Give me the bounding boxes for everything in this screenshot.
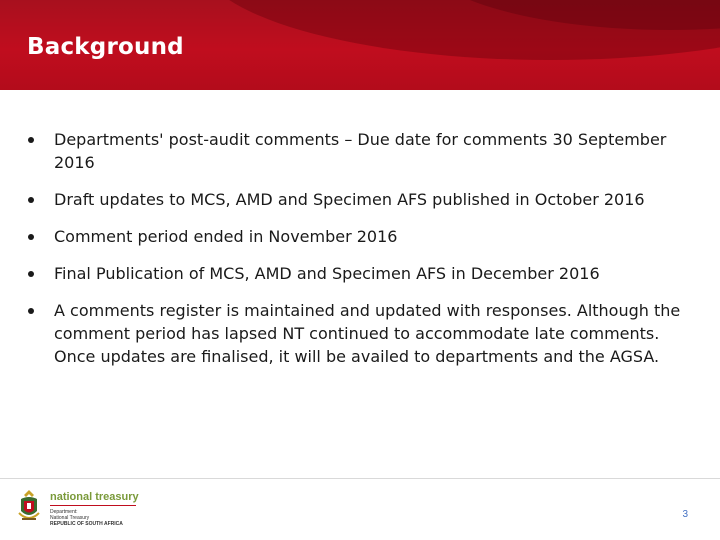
bullet-item (28, 128, 688, 174)
coat-of-arms-icon (16, 489, 42, 525)
logo-line-3: REPUBLIC OF SOUTH AFRICA (50, 521, 123, 527)
bullet-item (28, 188, 688, 211)
bullet-icon (28, 137, 34, 143)
bullet-text: Final Publication of MCS, AMD and Specimen AFS in December 2016 (54, 264, 600, 283)
bullet-text: A comments register is maintained and updated with responses. Although the comment period has lapsed NT continued to accommodate late comments. Once updates are finalised, it will be availed to departments and the AGSA. (54, 301, 681, 366)
logo-line-1: Department: (50, 509, 78, 515)
bullet-item (28, 262, 688, 285)
bullet-icon (28, 234, 34, 240)
page-number: 3 (682, 509, 688, 520)
footer-divider (0, 478, 720, 479)
bullet-item (28, 299, 688, 368)
national-treasury-logo (16, 487, 166, 531)
title-banner (0, 0, 720, 90)
bullet-icon (28, 197, 34, 203)
logo-line-2: National Treasury (50, 515, 90, 521)
bullet-icon (28, 271, 34, 277)
bullet-text: Comment period ended in November 2016 (54, 227, 398, 246)
bullet-text: Draft updates to MCS, AMD and Specimen AFS published in October 2016 (54, 190, 645, 209)
slide-title: Background (27, 34, 184, 60)
bullet-item (28, 225, 688, 248)
logo-rule (50, 505, 136, 506)
bullet-list (28, 128, 688, 368)
slide-body (28, 128, 688, 382)
bullet-icon (28, 308, 34, 314)
logo-wordmark: national treasury (50, 491, 139, 503)
bullet-text: Departments' post-audit comments – Due date for comments 30 September 2016 (54, 130, 667, 172)
